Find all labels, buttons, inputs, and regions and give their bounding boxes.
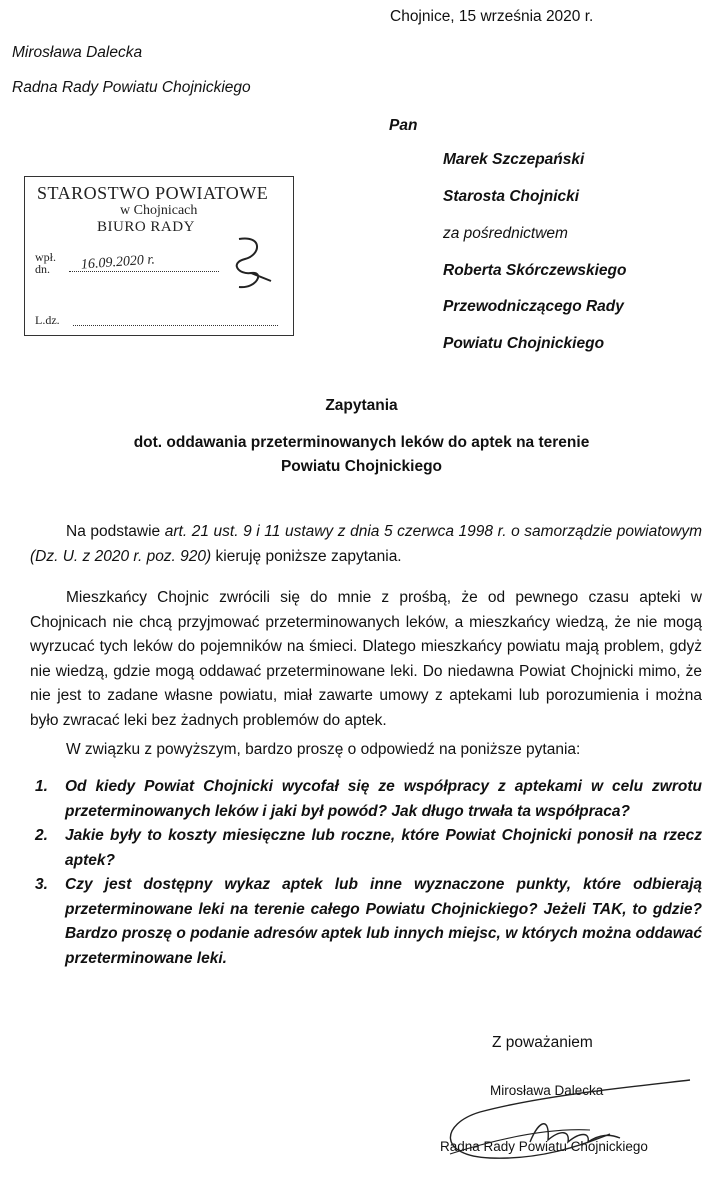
document-subtitle-line2: Powiatu Chojnickiego	[280, 458, 443, 475]
document-subtitle-line1: dot. oddawania przeterminowanych leków do aptek na terenie	[133, 434, 590, 451]
stamp-office-name: STAROSTWO POWIATOWE	[37, 183, 269, 203]
place-date: Chojnice, 15 września 2020 r.	[390, 8, 594, 25]
question-text: Jakie były to koszty miesięczne lub roczne, które Powiat Chojnicki ponosił na rzecz aptek?	[65, 827, 702, 869]
stamp-ldz-label: L.dz.	[35, 313, 60, 327]
stamp-dn-label: dn.	[35, 262, 50, 276]
question-number: 1.	[35, 778, 48, 795]
paragraph-context: Mieszkańcy Chojnic zwrócili się do mnie z prośbą, że od pewnego czasu apteki w Chojnicach nie chcą przyjmować przeterminowanych leków, a mieszkańcy wiedzą, że nie mogą wyrzucać tych leków do pojemników na śmieci. Dlatego mieszkańcy powiatu mają problem, gdyż nie wiedzą, gdzie mogą oddawać przeterminowane leki. Do niedawna Powiat Chojnicki mimo, że nie jest to zadane własne powiatu, miał zawarte umowy z aptekami lub porozumienia i można było zwracać leki bez żadnych problemów do aptek.	[30, 589, 702, 729]
intermediary-name: Roberta Skórczewskiego	[443, 262, 627, 279]
office-stamp	[24, 176, 294, 336]
question-number: 3.	[35, 876, 48, 893]
list-item	[30, 775, 702, 824]
legal-basis-prefix: Na podstawie	[66, 523, 165, 540]
stamp-department: BIURO RADY	[97, 219, 195, 235]
stamp-location: w Chojnicach	[120, 203, 198, 218]
addressee-via: za pośrednictwem	[443, 225, 568, 242]
stamp-received-date: 16.09.2020 r.	[80, 252, 156, 273]
paragraph-request: W związku z powyższym, bardzo proszę o odpowiedź na poniższe pytania:	[66, 741, 581, 758]
signature-icon	[420, 1068, 710, 1168]
question-text: Czy jest dostępny wykaz aptek lub inne wyznaczone punkty, które odbierają przeterminowane leki na terenie całego Powiatu Chojnickiego? Jeżeli TAK, to gdzie? Bardzo proszę o podanie adresów aptek lub innych miejsc, w których można oddawać przeterminowane leki.	[65, 876, 702, 967]
salutation: Pan	[389, 117, 418, 134]
question-number: 2.	[35, 827, 48, 844]
legal-basis-citation: art. 21 ust. 9 i 11 ustawy z dnia 5 czerwca 1998 r. o samorządzie powiatowym (Dz. U. z 2020 r. poz. 920)	[30, 523, 702, 565]
sender-name: Mirosława Dalecka	[12, 44, 143, 61]
stamp-wpl-label: wpł.	[35, 250, 56, 264]
addressee-name: Marek Szczepański	[443, 151, 585, 168]
sender-title: Radna Rady Powiatu Chojnickiego	[12, 79, 251, 96]
addressee-position: Starosta Chojnicki	[443, 188, 580, 205]
intermediary-position: Przewodniczącego Rady	[443, 298, 624, 315]
paragraph-legal-basis	[30, 520, 702, 569]
stamp-initials-icon	[25, 177, 293, 335]
closing-regards: Z poważaniem	[492, 1034, 593, 1051]
signer-name: Mirosława Dalecka	[490, 1083, 604, 1098]
document-title: Zapytania	[325, 397, 398, 414]
questions-list	[30, 775, 702, 971]
question-text: Od kiedy Powiat Chojnicki wycofał się ze współpracy z aptekami w celu zwrotu przeterminowanych leków i jaki był powód? Jak długo trwała ta współpraca?	[65, 778, 702, 820]
legal-basis-suffix: kieruję poniższe zapytania.	[211, 547, 402, 565]
list-item	[30, 873, 702, 971]
signer-title: Radna Rady Powiatu Chojnickiego	[440, 1139, 648, 1154]
intermediary-body: Powiatu Chojnickiego	[443, 335, 605, 352]
list-item	[30, 824, 702, 873]
